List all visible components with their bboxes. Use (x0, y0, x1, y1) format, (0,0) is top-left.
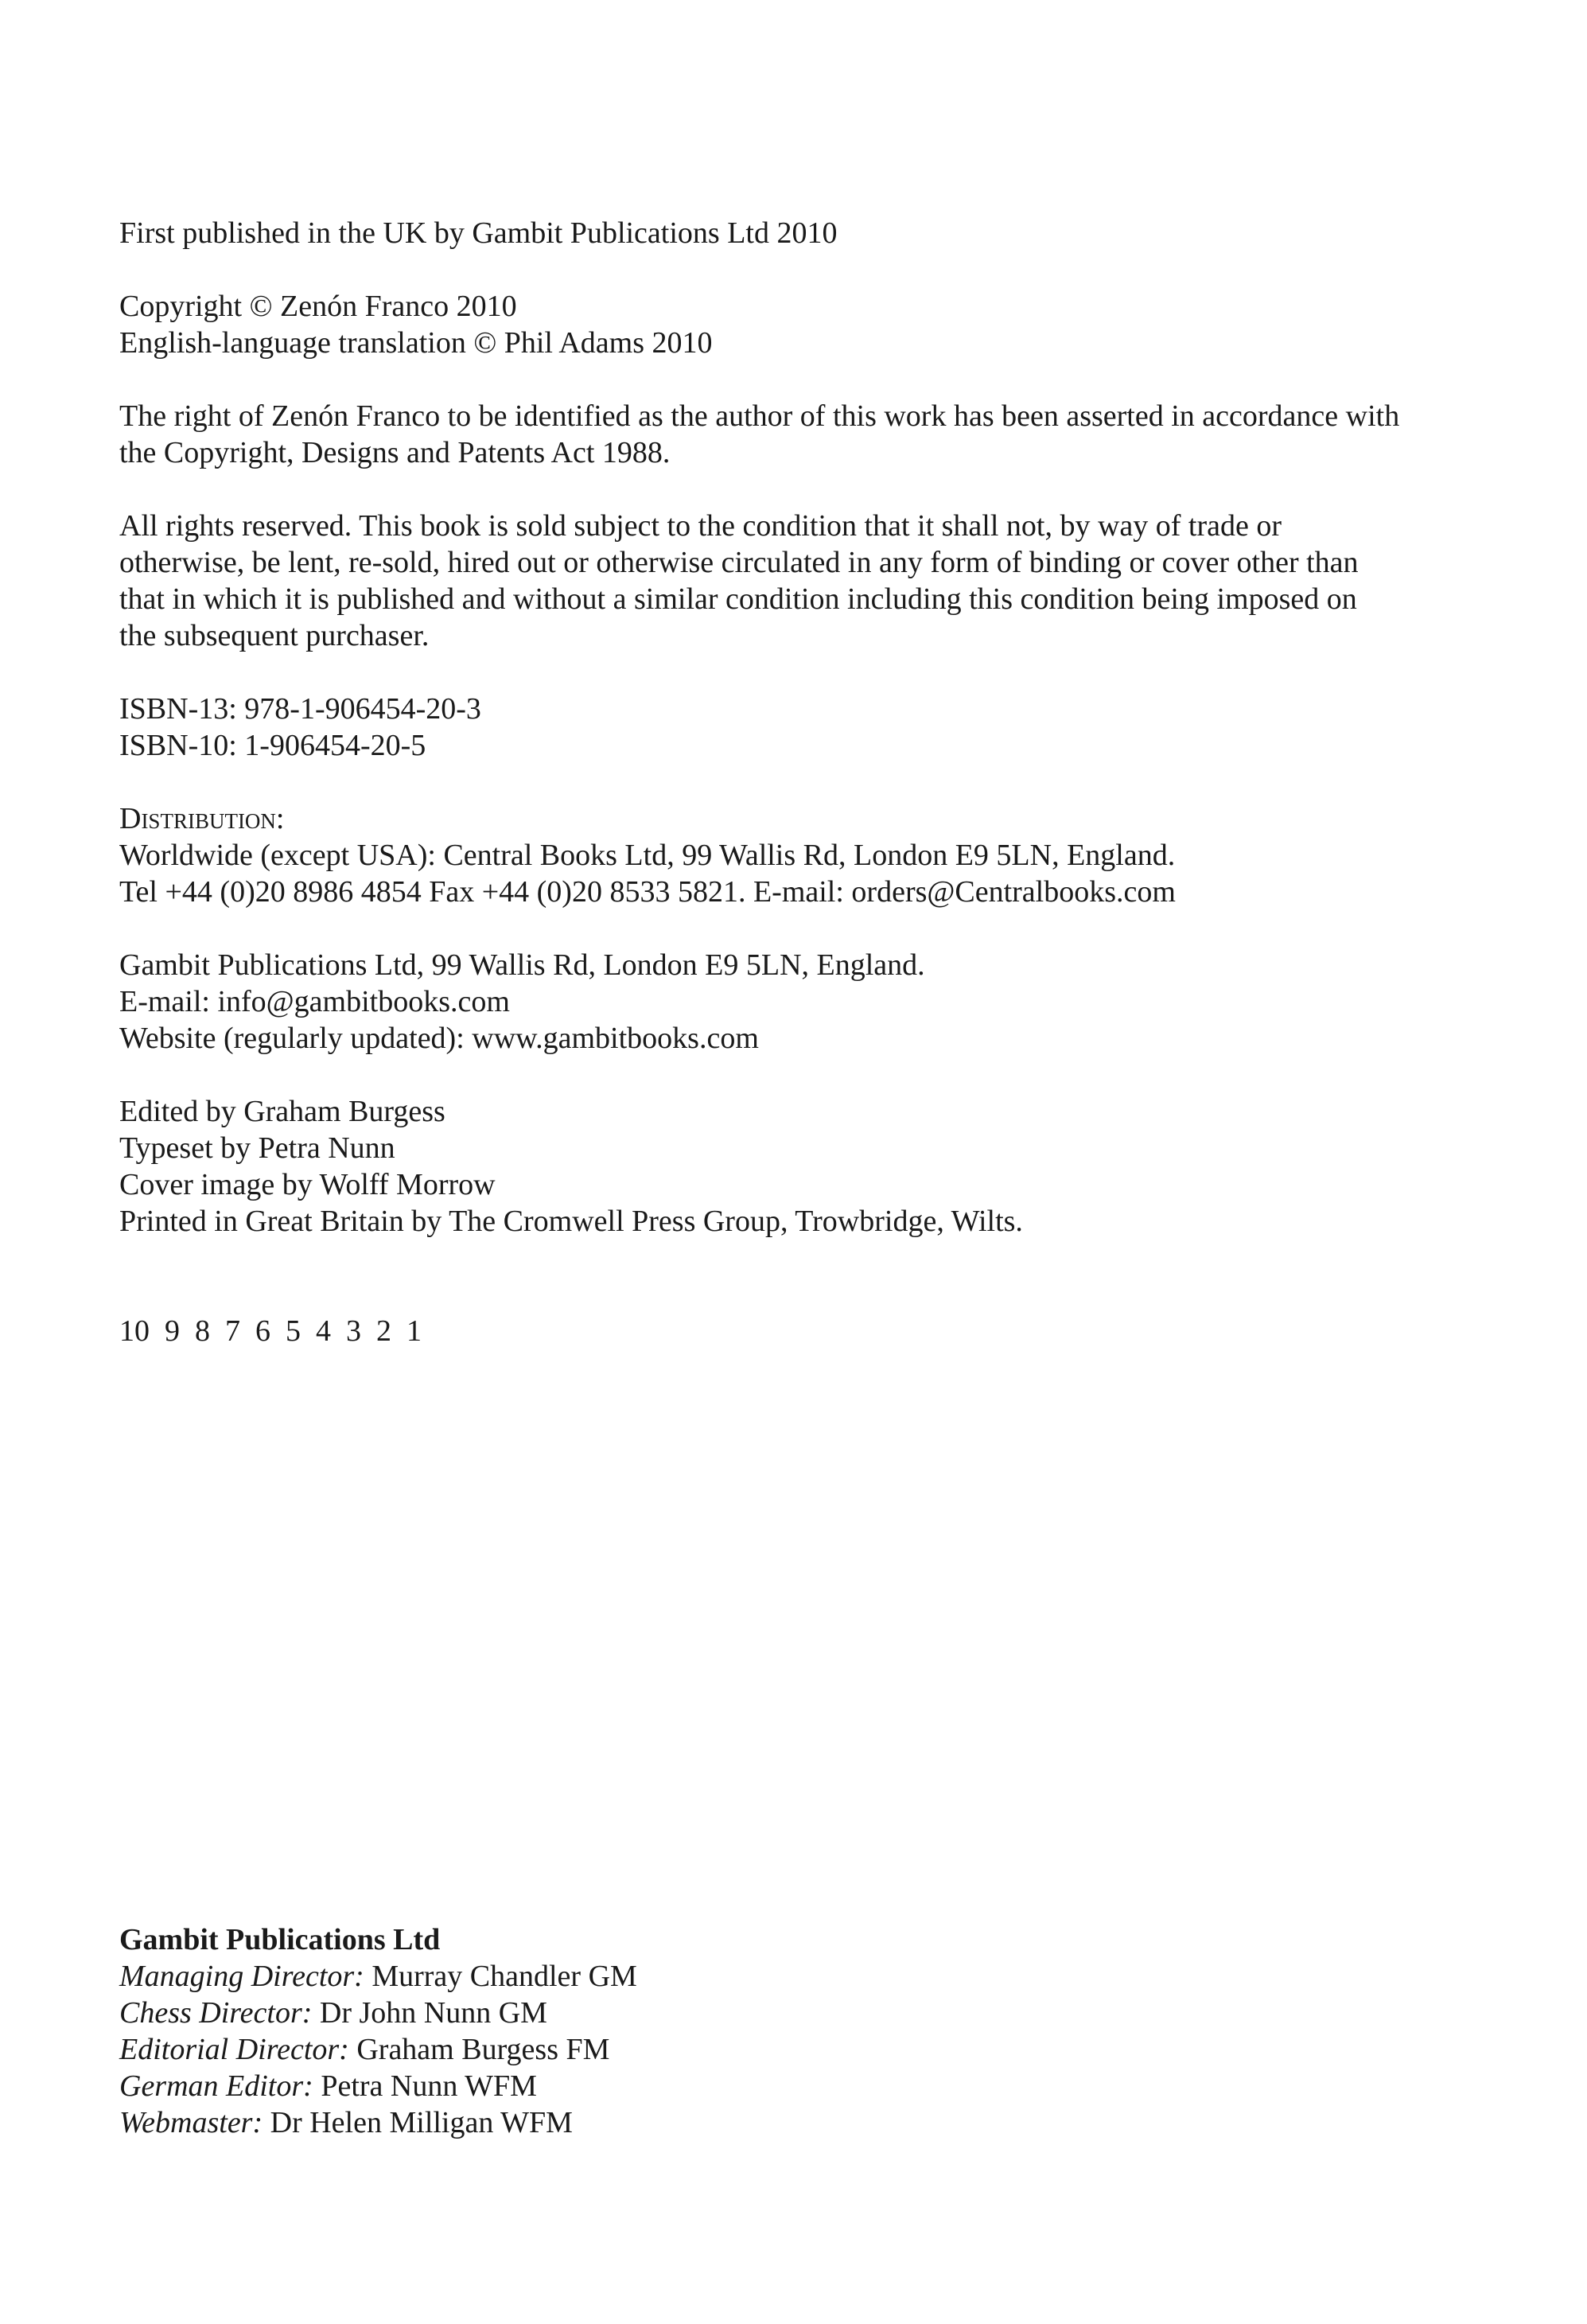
publisher-website: Website (regularly updated): www.gambitbooks.com (119, 1022, 759, 1055)
publisher-address-block (119, 947, 1400, 1057)
moral-rights-text: The right of Zenón Franco to be identified as the author of this work has been asserted in accordance with the Copyright, Designs and Patents Act 1988. (119, 399, 1400, 469)
staff-role: Managing Director: (119, 1960, 372, 1993)
staff-name: Murray Chandler GM (371, 1960, 637, 1993)
credit-cover: Cover image by Wolff Morrow (119, 1168, 496, 1201)
credit-edited: Edited by Graham Burgess (119, 1095, 445, 1128)
credit-typeset: Typeset by Petra Nunn (119, 1131, 395, 1165)
staff-role: German Editor: (119, 2069, 321, 2103)
distribution-contact: Tel +44 (0)20 8986 4854 Fax +44 (0)20 8533 5821. E-mail: orders@Centralbooks.com (119, 875, 1176, 909)
credit-printed: Printed in Great Britain by The Cromwell Press Group, Trowbridge, Wilts. (119, 1205, 1023, 1238)
staff-row (119, 1958, 637, 1995)
distribution-worldwide: Worldwide (except USA): Central Books Ltd, 99 Wallis Rd, London E9 5LN, England. (119, 839, 1176, 872)
gambit-staff-title: Gambit Publications Ltd (119, 1923, 441, 1956)
isbn-10: ISBN-10: 1-906454-20-5 (119, 729, 426, 762)
distribution-block (119, 800, 1400, 910)
copyright-block (119, 288, 1400, 361)
staff-name: Petra Nunn WFM (321, 2069, 537, 2103)
isbn-13: ISBN-13: 978-1-906454-20-3 (119, 692, 481, 726)
staff-name: Dr Helen Milligan WFM (270, 2106, 573, 2139)
staff-row (119, 2031, 637, 2068)
rights-reserved-block (119, 508, 1400, 654)
copyright-author: Copyright © Zenón Franco 2010 (119, 290, 517, 323)
distribution-heading: Distribution: (119, 802, 285, 835)
printing-line-block (119, 1313, 1400, 1349)
staff-row (119, 2104, 637, 2141)
publisher-address: Gambit Publications Ltd, 99 Wallis Rd, London E9 5LN, England. (119, 948, 925, 982)
first-published-text: First published in the UK by Gambit Publications Ltd 2010 (119, 216, 838, 250)
publisher-email: E-mail: info@gambitbooks.com (119, 985, 510, 1018)
credits-block (119, 1093, 1400, 1240)
moral-rights-block (119, 398, 1400, 471)
rights-reserved-text: All rights reserved. This book is sold subject to the condition that it shall not, by way of trade or otherwise, be lent, re-sold, hired out or otherwise circulated in any form of binding or cover other than that in which it is published and without a similar condition including this condition being imposed on the subsequent purchaser. (119, 509, 1359, 652)
printing-line: 10 9 8 7 6 5 4 3 2 1 (119, 1314, 422, 1348)
staff-row (119, 2068, 637, 2104)
copyright-page (119, 215, 1400, 1386)
staff-role: Webmaster: (119, 2106, 270, 2139)
isbn-block (119, 691, 1400, 764)
staff-row (119, 1995, 637, 2031)
staff-name: Dr John Nunn GM (319, 1996, 547, 2030)
staff-role: Editorial Director: (119, 2033, 357, 2066)
staff-role: Chess Director: (119, 1996, 320, 2030)
gambit-staff-block (119, 1921, 637, 2141)
staff-name: Graham Burgess FM (356, 2033, 610, 2066)
first-published-block (119, 215, 1400, 251)
copyright-translation: English-language translation © Phil Adams 2010 (119, 326, 713, 360)
